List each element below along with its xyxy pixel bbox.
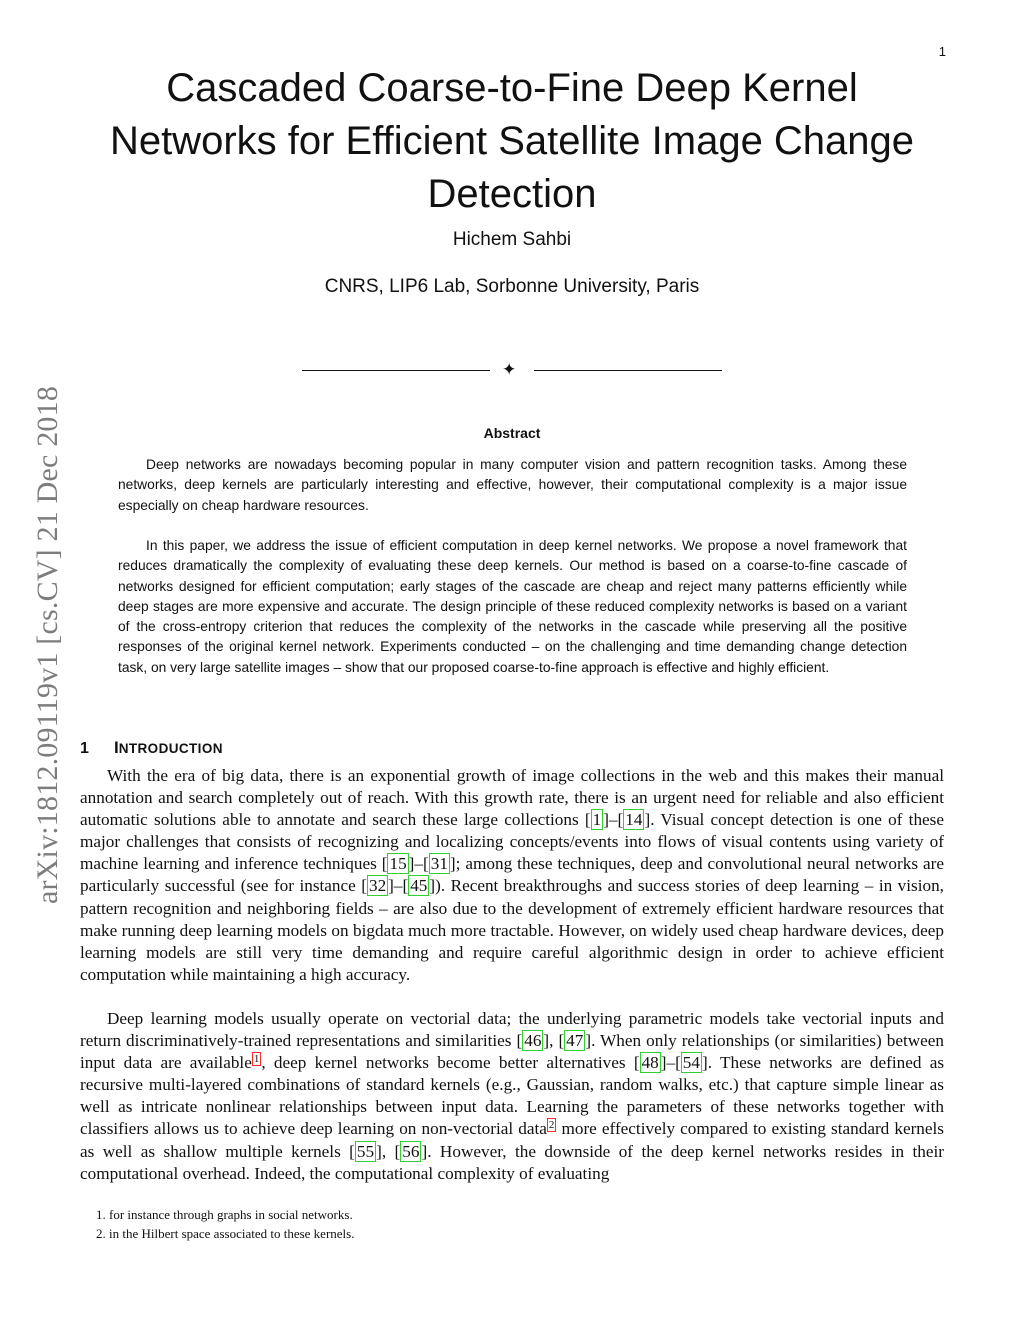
- footnotes: [96, 1205, 936, 1243]
- author-affiliation: CNRS, LIP6 Lab, Sorbonne University, Paris: [324, 276, 700, 297]
- section-heading-introduction: [80, 738, 223, 758]
- citation-link[interactable]: 32: [368, 876, 387, 896]
- page-number: 1: [938, 44, 946, 59]
- intro-paragraph-2: Deep learning models usually operate on vectorial data; the underlying parametric models take vectorial inputs and return discriminatively-trained representations and similarities [ 46 ], [ 47 ]. When only relationships (or similarities) between input data are available $^1$ , deep kernel networks become better alternatives [ 48 ]–[ 54 ]. These networks are defined as recursive multi-layered combinations of standard kernels (e.g., Gaussian, random walks, etc.) that capture simple linear as well as intricate nonlinear relationships between input data. Learning the parameters of these networks together with classifiers allows us to achieve deep learning on non-vectorial data $^2$ more effectively compared to existing standard kernels as well as shallow multiple kernels [ 55 ], [ 56 ]. However, the downside of the deep kernel networks resides in their computational overhead. Indeed, the computational complexity of evaluating: [80, 1009, 945, 1183]
- citation-link[interactable]: 1: [592, 810, 602, 830]
- abstract-paragraph-2: In this paper, we address the issue of efficient computation in deep kernel networks. We propose a novel framework that reduces dramatically the complexity of evaluating these deep kernels. Our method is based on a coarse-to-fine cascade of networks designed for efficient computation; early stages of the cascade are cheap and reject many patterns efficiently while deep stages are more expensive and accurate. The design principle of these reduced complexity networks is based on a variant of the cross-entropy criterion that reduces the complexity of the networks in the cascade while preserving all the positive responses of the original kernel network. Experiments conducted – on the challenging and time demanding change detection task, on very large satellite images – show that our proposed coarse-to-fine approach is effective and highly efficient.: [118, 538, 907, 675]
- abstract-paragraph-1: Deep networks are nowadays becoming popular in many computer vision and pattern recognition tasks. Among these networks, deep kernels are particularly interesting and effective, however, their computational complexity is a major issue especially on cheap hardware resources.: [118, 457, 907, 513]
- paper-title: Cascaded Coarse-to-Fine Deep Kernel Networks for Efficient Satellite Image Change Detection: [109, 66, 915, 216]
- separator-rule-left: [302, 370, 490, 371]
- abstract-heading: Abstract: [483, 425, 541, 441]
- separator-rule-right: [534, 370, 722, 371]
- citation-link[interactable]: 54: [682, 1053, 700, 1073]
- footnote-ref-link[interactable]: 1: [253, 1053, 260, 1066]
- citation-link[interactable]: 31: [430, 854, 448, 874]
- citation-link[interactable]: 45: [410, 876, 428, 896]
- citation-link[interactable]: 48: [641, 1053, 659, 1073]
- citation-link[interactable]: 15: [389, 854, 407, 874]
- arxiv-identifier-stamp: arXiv:1812.09119v1 [cs.CV] 21 Dec 2018: [31, 385, 64, 905]
- separator-star-icon: ✦: [502, 360, 517, 379]
- footnote-1: 1. for instance through graphs in social networks.: [96, 1207, 353, 1222]
- intro-paragraph-1: With the era of big data, there is an exponential growth of image collections in the web and this makes their manual annotation and search completely out of reach. With this growth rate, there is an urgent need for reliable and also efficient automatic solutions able to annotate and search these large collections [ 1 ]–[ 14 ]. Visual concept detection is one of these major challenges that consists of recognizing and localizing concepts/events into flows of visual contents using variety of machine learning and inference techniques [ 15 ]–[ 31 ]; among these techniques, deep and convolutional neural networks are particularly successful (see for instance [ 32 ]–[ 45 ]). Recent breakthroughs and success stories of deep learning – in vision, pattern recognition and neighboring fields – are also due to the development of extremely efficient hardware resources that make running deep learning models on bigdata much more tractable. However, on widely used cheap hardware devices, deep learning models are still very time demanding and require careful algorithmic design in order to achieve efficient computation while maintaining a high accuracy.: [80, 766, 944, 984]
- footnote-ref-link[interactable]: 2: [548, 1119, 555, 1132]
- citation-link[interactable]: 55: [356, 1141, 375, 1161]
- citation-link[interactable]: 14: [625, 810, 643, 830]
- section-separator: [302, 361, 722, 379]
- section-title-rest: NTRODUCTION: [118, 741, 223, 756]
- citation-link[interactable]: 47: [566, 1031, 584, 1051]
- section-number: 1: [80, 740, 89, 757]
- citation-link[interactable]: 56: [402, 1141, 420, 1161]
- author-name: Hichem Sahbi: [452, 229, 572, 250]
- section-title-initial: I: [114, 738, 119, 757]
- footnote-2: 2. in the Hilbert space associated to these kernels.: [96, 1226, 355, 1241]
- citation-link[interactable]: 46: [524, 1031, 542, 1051]
